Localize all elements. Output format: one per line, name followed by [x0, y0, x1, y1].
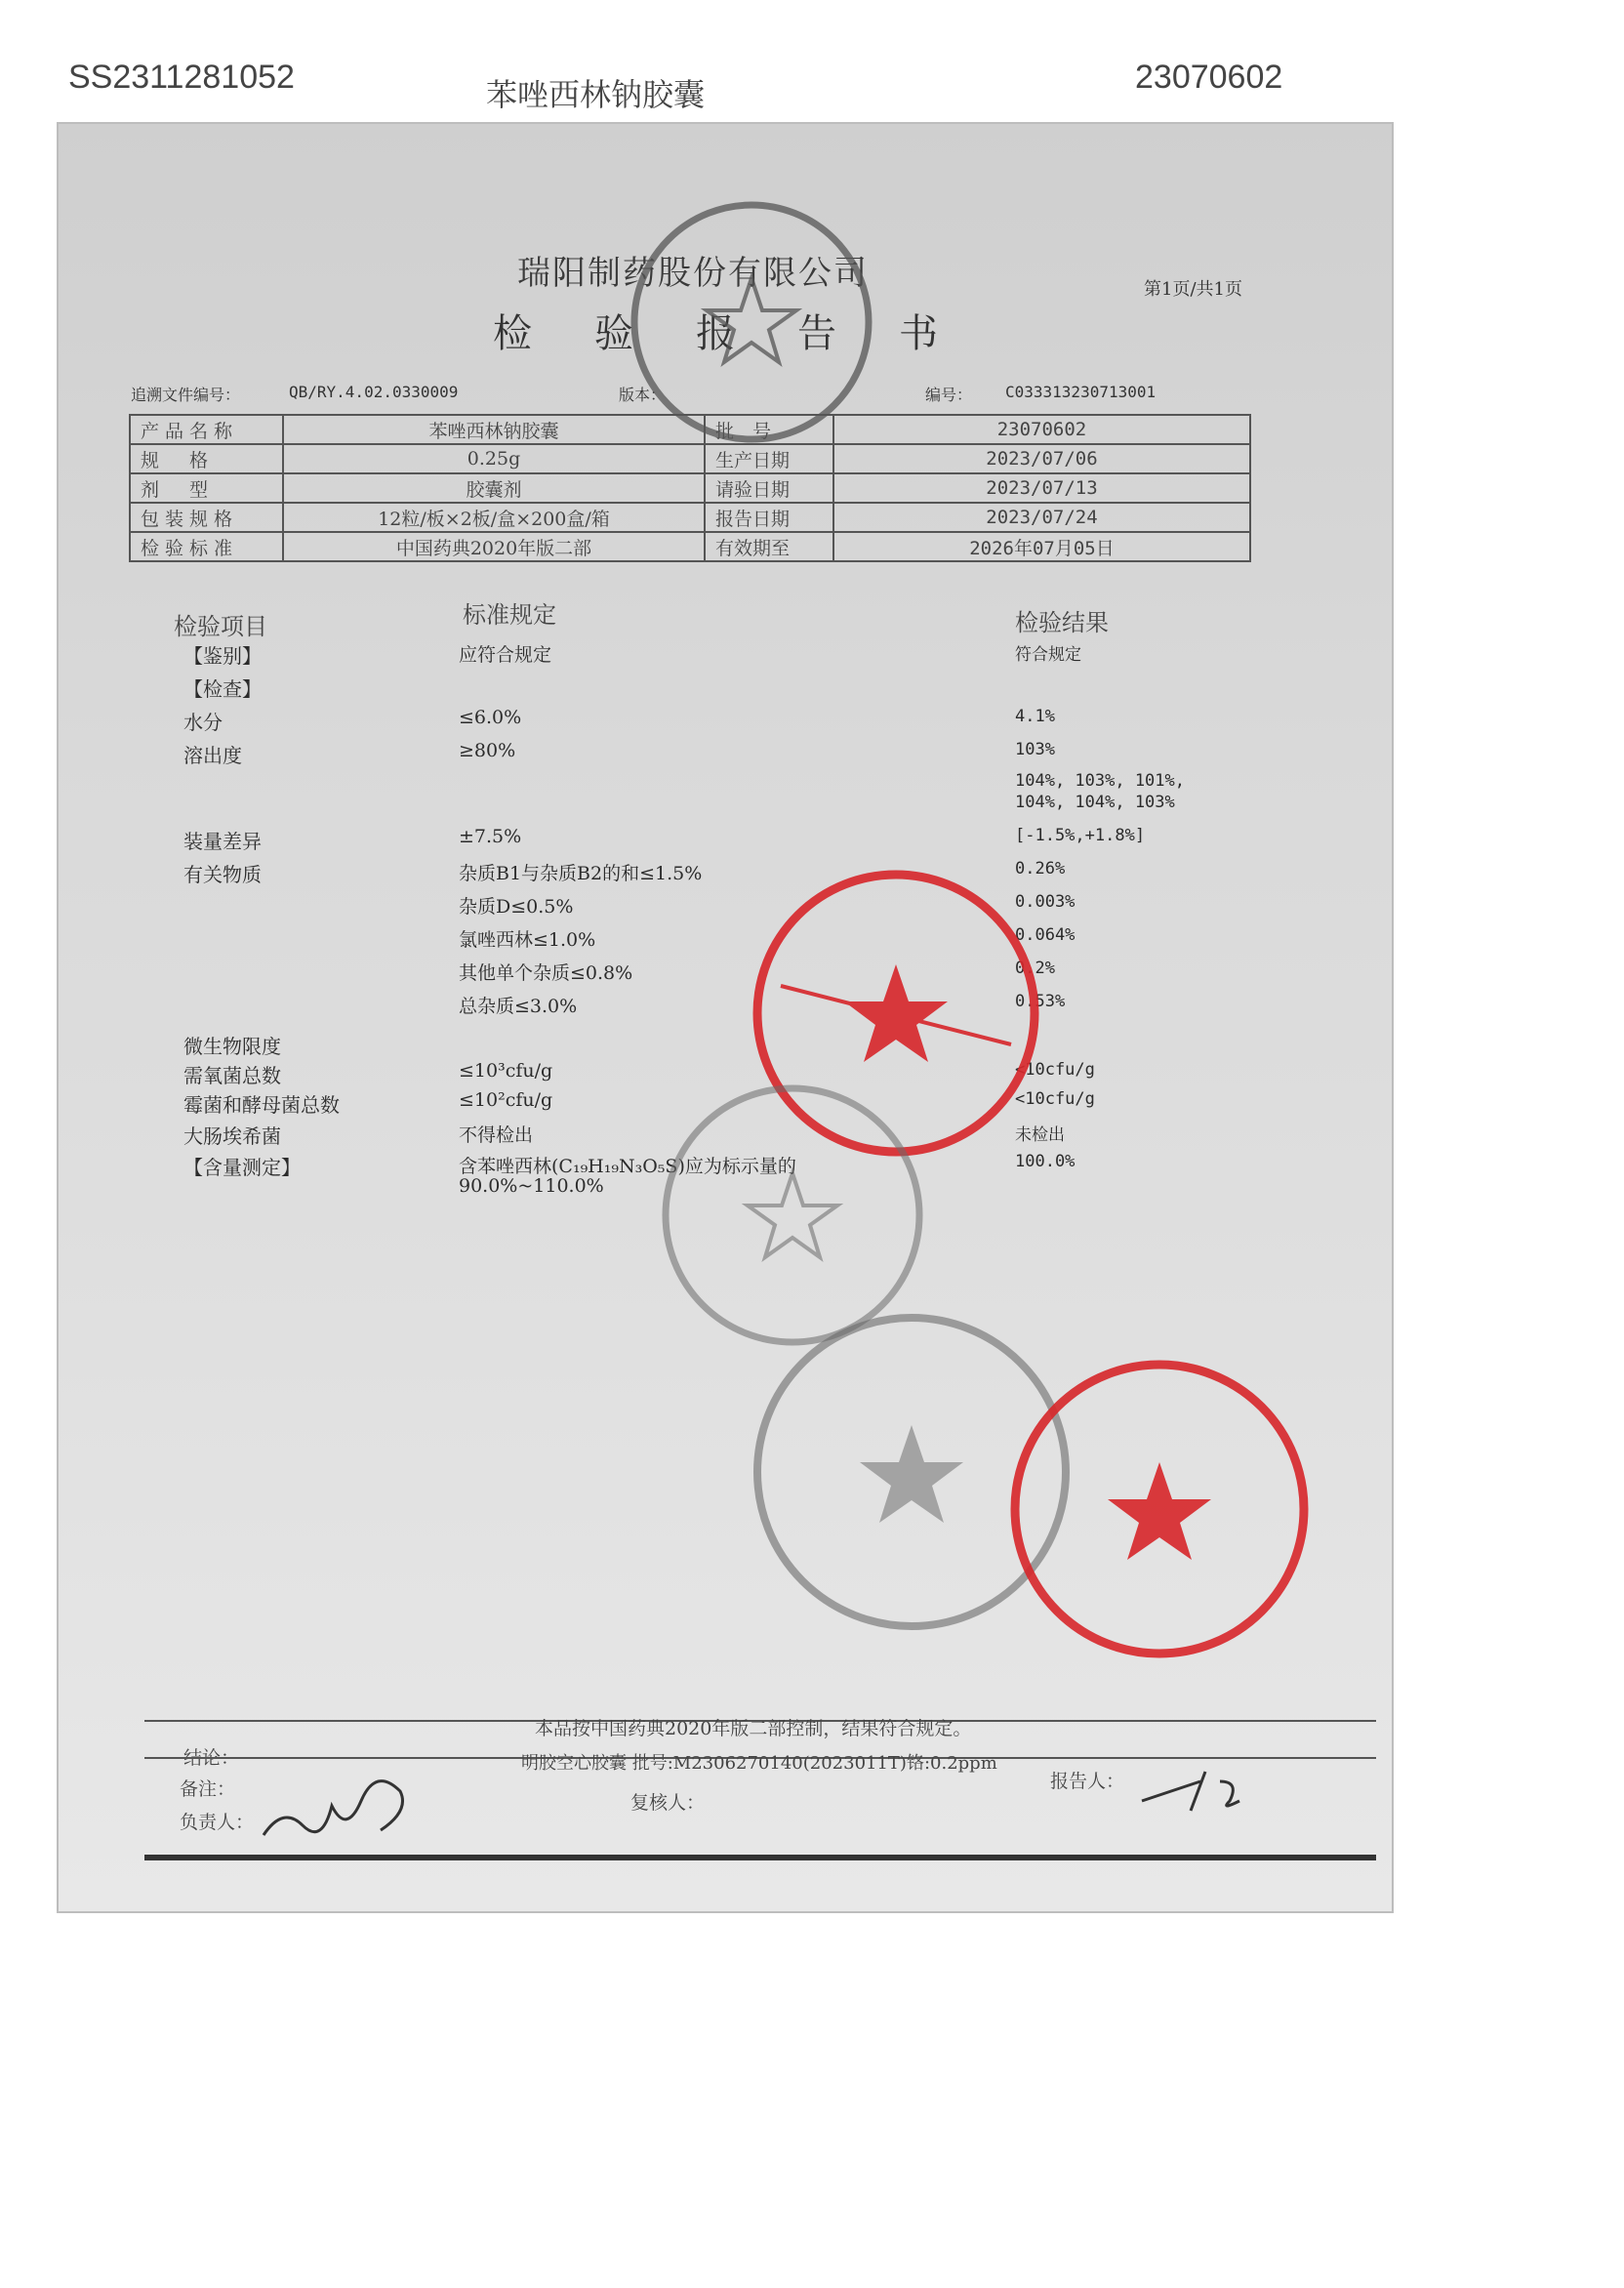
info-value: 2026年07月05日: [833, 532, 1250, 561]
test-item: 需氧菌总数: [183, 1064, 281, 1087]
test-standard: 含苯唑西林(C₁₉H₁₉N₃O₅S)应为标示量的: [459, 1156, 796, 1177]
test-standard: 杂质B1与杂质B2的和≤1.5%: [459, 863, 703, 884]
test-item: 大肠埃希菌: [183, 1124, 281, 1148]
test-standard: 90.0%~110.0%: [459, 1175, 604, 1197]
remark-text: 明胶空心胶囊 批号:M2306270140(2023011T)铬:0.2ppm: [521, 1753, 997, 1774]
trace-label: 追溯文件编号：: [131, 386, 241, 404]
reporter-label: 报告人：: [1050, 1771, 1125, 1792]
test-result: 103%: [1015, 740, 1055, 759]
test-result: <10cfu/g: [1015, 1060, 1095, 1080]
red-seal-jiangxi: [757, 875, 1035, 1152]
test-item: 霉菌和酵母菌总数: [183, 1093, 340, 1117]
test-result: 104%, 104%, 103%: [1015, 793, 1175, 812]
info-value: 2023/07/24: [833, 503, 1250, 532]
test-item: 装量差异: [183, 830, 262, 853]
test-standard: 总杂质≤3.0%: [459, 996, 578, 1017]
company-seal: [634, 205, 869, 439]
test-result: 100.0%: [1015, 1152, 1076, 1171]
info-key: 产品名称: [130, 415, 283, 444]
info-value: 2023/07/13: [833, 473, 1250, 503]
responsible-label: 负责人：: [180, 1812, 255, 1833]
info-key: 生产日期: [705, 444, 833, 473]
test-standard: ≤6.0%: [459, 707, 522, 728]
grey-seal-lower: [666, 1088, 919, 1342]
test-item: 【鉴别】: [183, 644, 262, 668]
trace-value: QB/RY.4.02.0330009: [289, 383, 459, 401]
footer-rule-thick: [144, 1855, 1376, 1860]
document-code: SS2311281052: [68, 59, 295, 96]
test-item: 【检查】: [183, 677, 262, 701]
info-key: 有效期至: [705, 532, 833, 561]
test-standard: 其他单个杂质≤0.8%: [459, 962, 633, 984]
signature-responsible: [264, 1781, 403, 1835]
test-item: 水分: [183, 711, 223, 734]
info-key: 检验标准: [130, 532, 283, 561]
test-item: 溶出度: [183, 744, 242, 767]
number-value: C033313230713001: [1005, 383, 1157, 401]
info-value: 胶囊剂: [283, 473, 705, 503]
info-key: 批 号: [705, 415, 833, 444]
test-standard: ±7.5%: [459, 826, 522, 847]
info-value: 2023/07/06: [833, 444, 1250, 473]
info-key: 请验日期: [705, 473, 833, 503]
test-result: [-1.5%,+1.8%]: [1015, 826, 1146, 845]
test-result: 0.064%: [1015, 925, 1076, 945]
test-standard: ≤10³cfu/g: [459, 1060, 553, 1082]
conclusion-text: 本品按中国药典2020年版二部控制，结果符合规定。: [535, 1718, 972, 1739]
test-standard: 不得检出: [459, 1124, 534, 1146]
info-value: 12粒/板×2板/盒×200盒/箱: [283, 503, 705, 532]
test-result: <10cfu/g: [1015, 1089, 1095, 1109]
header-result: 检验结果: [1015, 609, 1109, 636]
product-heading: 苯唑西林钠胶囊: [486, 76, 706, 113]
report-title: 检验报告书: [493, 311, 1000, 356]
remark-label: 备注：: [180, 1778, 236, 1800]
test-result: 4.1%: [1015, 707, 1055, 726]
conclusion-label: 结论：: [183, 1747, 240, 1769]
header-standard: 标准规定: [463, 601, 556, 629]
page-info: 第1页/共1页: [1144, 279, 1242, 300]
header-item: 检验项目: [174, 613, 267, 640]
batch-heading: 23070602: [1135, 59, 1283, 96]
info-key: 包装规格: [130, 503, 283, 532]
test-result: 0.53%: [1015, 992, 1066, 1011]
info-key: 报告日期: [705, 503, 833, 532]
info-value: 苯唑西林钠胶囊: [283, 415, 705, 444]
test-result: 104%, 103%, 101%,: [1015, 771, 1185, 791]
info-key: 规 格: [130, 444, 283, 473]
company-name: 瑞阳制药股份有限公司: [517, 254, 869, 293]
test-standard: 氯唑西林≤1.0%: [459, 929, 596, 951]
info-value: 中国药典2020年版二部: [283, 532, 705, 561]
test-result: 0.003%: [1015, 892, 1076, 912]
test-result: 符合规定: [1015, 645, 1081, 665]
test-standard: 杂质D≤0.5%: [459, 896, 574, 918]
test-item: 微生物限度: [183, 1035, 281, 1058]
test-item: 【含量测定】: [183, 1156, 301, 1179]
signature-reporter: [1142, 1772, 1239, 1811]
info-key: 剂 型: [130, 473, 283, 503]
test-standard: ≤10²cfu/g: [459, 1089, 553, 1111]
number-label: 编号：: [925, 386, 973, 404]
info-value: 0.25g: [283, 444, 705, 473]
test-standard: 应符合规定: [459, 644, 552, 666]
test-standard: ≥80%: [459, 740, 516, 761]
test-item: 有关物质: [183, 863, 262, 886]
test-result: 0.26%: [1015, 859, 1066, 878]
version-label: 版本：: [619, 386, 667, 404]
reviewer-label: 复核人：: [630, 1792, 706, 1814]
test-result: 0.2%: [1015, 959, 1055, 978]
test-result: 未检出: [1015, 1125, 1065, 1145]
info-value: 23070602: [833, 415, 1250, 444]
